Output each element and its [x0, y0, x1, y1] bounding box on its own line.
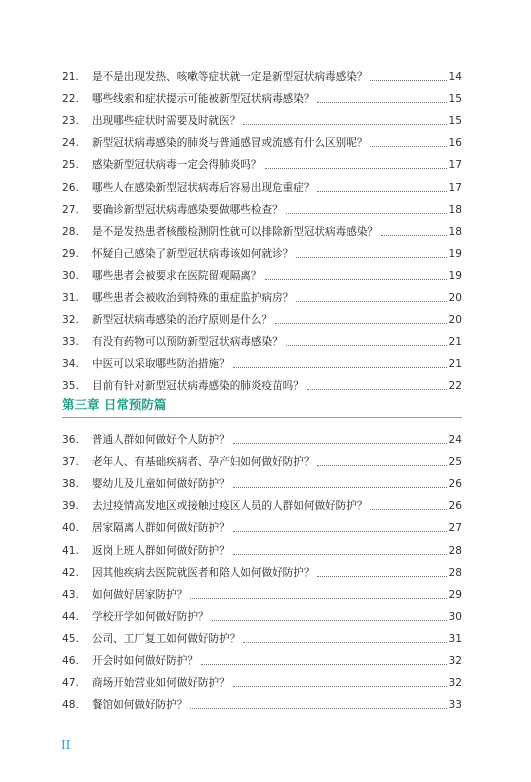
toc-entry	[62, 646, 462, 668]
toc-entry	[62, 239, 462, 261]
toc-entry-page: 29	[448, 588, 462, 601]
toc-entry	[62, 195, 462, 217]
toc-entry-page: 30	[448, 610, 462, 623]
toc-entry	[62, 349, 462, 371]
toc-entry-title: 老年人、有基础疾病者、孕产妇如何做好防护？	[92, 456, 315, 469]
toc-entry-number: 42.	[62, 566, 79, 579]
toc-entry-number: 37.	[62, 456, 79, 469]
toc-entry	[62, 580, 462, 602]
toc-leader-dots	[201, 663, 447, 665]
toc-entry-title: 普通人群如何做好个人防护？	[92, 434, 230, 447]
toc-leader-dots	[233, 486, 447, 488]
toc-entry-number: 40.	[62, 522, 79, 535]
toc-entry-page: 28	[448, 566, 462, 579]
toc-entry-page: 14	[448, 71, 462, 84]
toc-entry	[62, 425, 462, 447]
chapter-heading: 第三章 日常预防篇	[62, 395, 462, 418]
toc-leader-dots	[190, 597, 446, 599]
toc-entry-page: 18	[448, 225, 462, 238]
toc-leader-dots	[286, 344, 447, 346]
toc-entry-title: 去过疫情高发地区或接触过疫区人员的人群如何做好防护？	[92, 500, 368, 513]
toc-entry-number: 46.	[62, 655, 79, 668]
toc-entry	[62, 261, 462, 283]
toc-leader-dots	[233, 530, 447, 532]
toc-entry-page: 18	[448, 203, 462, 216]
toc-entry-number: 34.	[62, 358, 79, 371]
toc-entry-number: 48.	[62, 699, 79, 712]
toc-entry-number: 21.	[62, 71, 79, 84]
toc-leader-dots	[265, 167, 447, 169]
toc-leader-dots	[286, 212, 447, 214]
toc-entry-number: 38.	[62, 478, 79, 491]
toc-leader-dots	[317, 575, 446, 577]
toc-entry-number: 25.	[62, 159, 79, 172]
toc-entry-title: 是不是发热患者核酸检测阴性就可以排除新型冠状病毒感染？	[92, 225, 379, 238]
toc-entry-page: 20	[448, 292, 462, 305]
toc-leader-dots	[317, 190, 446, 192]
toc-entry-title: 有没有药物可以预防新型冠状病毒感染？	[92, 336, 283, 349]
toc-entry-title: 公司、工厂复工如何做好防护？	[92, 632, 241, 645]
toc-entry-number: 41.	[62, 544, 79, 557]
toc-entry-page: 27	[448, 522, 462, 535]
toc-entry-title: 返岗上班人群如何做好防护？	[92, 544, 230, 557]
toc-entry	[62, 283, 462, 305]
toc-entry-title: 目前有针对新型冠状病毒感染的肺炎疫苗吗？	[92, 380, 304, 393]
toc-entry-title: 怀疑自己感染了新型冠状病毒该如何就诊？	[92, 247, 294, 260]
toc-entry-page: 32	[448, 677, 462, 690]
toc-entry	[62, 513, 462, 535]
toc-entry	[62, 668, 462, 690]
toc-entry-number: 23.	[62, 115, 79, 128]
toc-entry-page: 19	[448, 269, 462, 282]
toc-entry-title: 新型冠状病毒感染的治疗原则是什么？	[92, 314, 273, 327]
toc-entry-number: 33.	[62, 336, 79, 349]
toc-entry	[62, 327, 462, 349]
toc-entry-title: 哪些患者会被要求在医院留观隔离？	[92, 269, 262, 282]
toc-leader-dots	[317, 464, 446, 466]
toc-entry	[62, 62, 462, 84]
toc-entry-page: 32	[448, 655, 462, 668]
toc-entry-number: 35.	[62, 380, 79, 393]
toc-entry-page: 21	[448, 336, 462, 349]
toc-leader-dots	[370, 79, 446, 81]
toc-entry-number: 47.	[62, 677, 79, 690]
toc-entry-number: 39.	[62, 500, 79, 513]
toc-entry	[62, 690, 462, 712]
toc-leader-dots	[275, 322, 446, 324]
toc-entry-number: 28.	[62, 225, 79, 238]
toc-entry-page: 20	[448, 314, 462, 327]
toc-leader-dots	[233, 685, 447, 687]
toc-entry-title: 是不是出现发热、咳嗽等症状就一定是新型冠状病毒感染？	[92, 71, 368, 84]
toc-entry-page: 28	[448, 544, 462, 557]
toc-entry-page: 19	[448, 247, 462, 260]
toc-leader-dots	[233, 442, 447, 444]
toc-entry	[62, 150, 462, 172]
toc-entry-title: 商场开始营业如何做好防护？	[92, 677, 230, 690]
toc-entry-page: 22	[448, 380, 462, 393]
toc-entry-title: 新型冠状病毒感染的肺炎与普通感冒或流感有什么区别呢？	[92, 137, 368, 150]
toc-entry-number: 30.	[62, 269, 79, 282]
toc-entry-page: 17	[448, 159, 462, 172]
toc-entry-number: 22.	[62, 93, 79, 106]
toc-leader-dots	[307, 388, 447, 390]
toc-entry-title: 感染新型冠状病毒一定会得肺炎吗？	[92, 159, 262, 172]
toc-entry-title: 开会时如何做好防护？	[92, 655, 198, 668]
toc-entry-page: 15	[448, 93, 462, 106]
toc-entry-number: 32.	[62, 314, 79, 327]
toc-entry-title: 出现哪些症状时需要及时就医？	[92, 115, 241, 128]
toc-leader-dots	[190, 707, 446, 709]
toc-entry	[62, 84, 462, 106]
toc-entry-title: 如何做好居家防护？	[92, 588, 188, 601]
toc-entry	[62, 106, 462, 128]
toc-entry-page: 21	[448, 358, 462, 371]
toc-leader-dots	[370, 145, 446, 147]
toc-leader-dots	[296, 300, 446, 302]
toc-entry-number: 36.	[62, 434, 79, 447]
toc-leader-dots	[243, 641, 446, 643]
toc-leader-dots	[233, 366, 447, 368]
toc-entry-number: 29.	[62, 247, 79, 260]
toc-entry	[62, 469, 462, 491]
toc-entry-page: 25	[448, 456, 462, 469]
toc-entry-title: 婴幼儿及儿童如何做好防护？	[92, 478, 230, 491]
toc-entry-page: 26	[448, 500, 462, 513]
toc-entry-title: 学校开学如何做好防护？	[92, 610, 209, 623]
toc-entry-page: 26	[448, 478, 462, 491]
toc-entry-title: 因其他疾病去医院就医者和陪人如何做好防护？	[92, 566, 315, 579]
toc-entry-title: 餐馆如何做好防护？	[92, 699, 188, 712]
toc-entry-page: 17	[448, 181, 462, 194]
toc-list-part2	[62, 425, 462, 712]
toc-entry-number: 26.	[62, 181, 79, 194]
toc-entry-number: 44.	[62, 610, 79, 623]
toc-leader-dots	[381, 234, 446, 236]
toc-entry-number: 27.	[62, 203, 79, 216]
toc-entry	[62, 447, 462, 469]
toc-leader-dots	[243, 123, 446, 125]
toc-entry	[62, 305, 462, 327]
toc-entry-page: 16	[448, 137, 462, 150]
toc-entry	[62, 128, 462, 150]
toc-entry	[62, 558, 462, 580]
page-folio: II	[61, 738, 71, 752]
toc-entry-title: 要确诊新型冠状病毒感染要做哪些检查？	[92, 203, 283, 216]
toc-leader-dots	[233, 553, 447, 555]
toc-entry-title: 哪些患者会被收治到特殊的重症监护病房？	[92, 292, 294, 305]
toc-entry-number: 45.	[62, 632, 79, 645]
toc-entry	[62, 602, 462, 624]
toc-entry-number: 31.	[62, 292, 79, 305]
toc-leader-dots	[370, 508, 446, 510]
toc-entry-title: 哪些人在感染新型冠状病毒后容易出现危重症？	[92, 181, 315, 194]
toc-entry-title: 中医可以采取哪些防治措施？	[92, 358, 230, 371]
toc-entry-number: 43.	[62, 588, 79, 601]
toc-list-part1	[62, 62, 462, 393]
toc-leader-dots	[212, 619, 447, 621]
toc-entry-title: 居家隔离人群如何做好防护？	[92, 522, 230, 535]
toc-leader-dots	[317, 101, 446, 103]
toc-entry	[62, 371, 462, 393]
toc-entry-page: 15	[448, 115, 462, 128]
toc-entry	[62, 172, 462, 194]
toc-leader-dots	[265, 278, 447, 280]
toc-leader-dots	[296, 256, 446, 258]
toc-entry	[62, 491, 462, 513]
toc-entry-page: 31	[448, 632, 462, 645]
toc-entry-number: 24.	[62, 137, 79, 150]
toc-entry-page: 24	[448, 434, 462, 447]
toc-entry	[62, 217, 462, 239]
toc-entry	[62, 624, 462, 646]
toc-entry-title: 哪些线索和症状提示可能被新型冠状病毒感染？	[92, 93, 315, 106]
toc-entry-page: 33	[448, 699, 462, 712]
toc-entry	[62, 535, 462, 557]
